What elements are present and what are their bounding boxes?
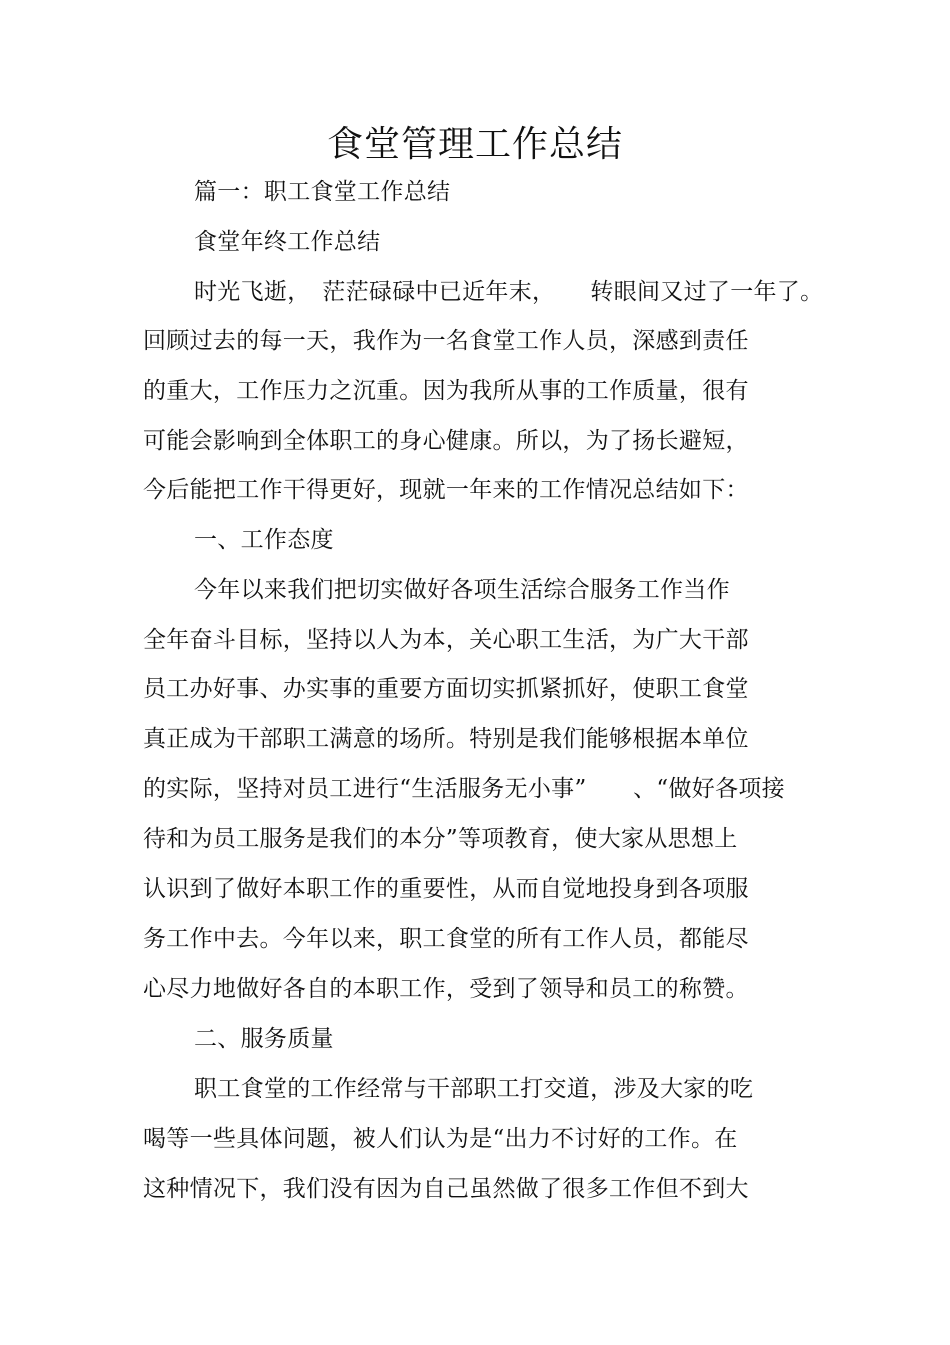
subtitle-line: 篇一：职工食堂工作总结 <box>194 179 451 205</box>
paragraph-line: 认识到了做好本职工作的重要性，从而自觉地投身到各项服 <box>143 876 749 902</box>
paragraph-line: 可能会影响到全体职工的身心健康。所以，为了扬长避短， <box>143 428 749 454</box>
paragraph-line: 真正成为干部职工满意的场所。特别是我们能够根据本单位 <box>143 726 749 752</box>
paragraph-line: 职工食堂的工作经常与干部职工打交道，涉及大家的吃 <box>194 1076 754 1102</box>
paragraph-line: 待和为员工服务是我们的本分”等项教育，使大家从思想上 <box>143 826 738 852</box>
section-heading: 二、服务质量 <box>194 1026 334 1052</box>
paragraph-line: 时光飞逝， 茫茫碌碌中已近年末， 转眼间又过了一年了。 <box>194 279 824 305</box>
paragraph-line: 今年以来我们把切实做好各项生活综合服务工作当作 <box>194 577 730 603</box>
paragraph-line: 务工作中去。今年以来，职工食堂的所有工作人员，都能尽 <box>143 926 749 952</box>
paragraph-line: 全年奋斗目标，坚持以人为本，关心职工生活，为广大干部 <box>143 627 749 653</box>
paragraph-line: 员工办好事、办实事的重要方面切实抓紧抓好，使职工食堂 <box>143 676 749 702</box>
paragraph-line: 今后能把工作干得更好，现就一年来的工作情况总结如下： <box>143 477 749 503</box>
paragraph-line: 这种情况下，我们没有因为自己虽然做了很多工作但不到大 <box>143 1176 749 1202</box>
subtitle-line: 食堂年终工作总结 <box>194 229 381 255</box>
paragraph-line: 的实际，坚持对员工进行“生活服务无小事” 、“做好各项接 <box>143 776 785 802</box>
paragraph-line: 的重大，工作压力之沉重。因为我所从事的工作质量，很有 <box>143 378 749 404</box>
document-title: 食堂管理工作总结 <box>326 124 623 165</box>
paragraph-line: 回顾过去的每一天，我作为一名食堂工作人员，深感到责任 <box>143 328 749 354</box>
paragraph-line: 喝等一些具体问题，被人们认为是“出力不讨好的工作。在 <box>143 1126 738 1152</box>
section-heading: 一、工作态度 <box>194 527 334 553</box>
paragraph-line: 心尽力地做好各自的本职工作，受到了领导和员工的称赞。 <box>143 976 749 1002</box>
